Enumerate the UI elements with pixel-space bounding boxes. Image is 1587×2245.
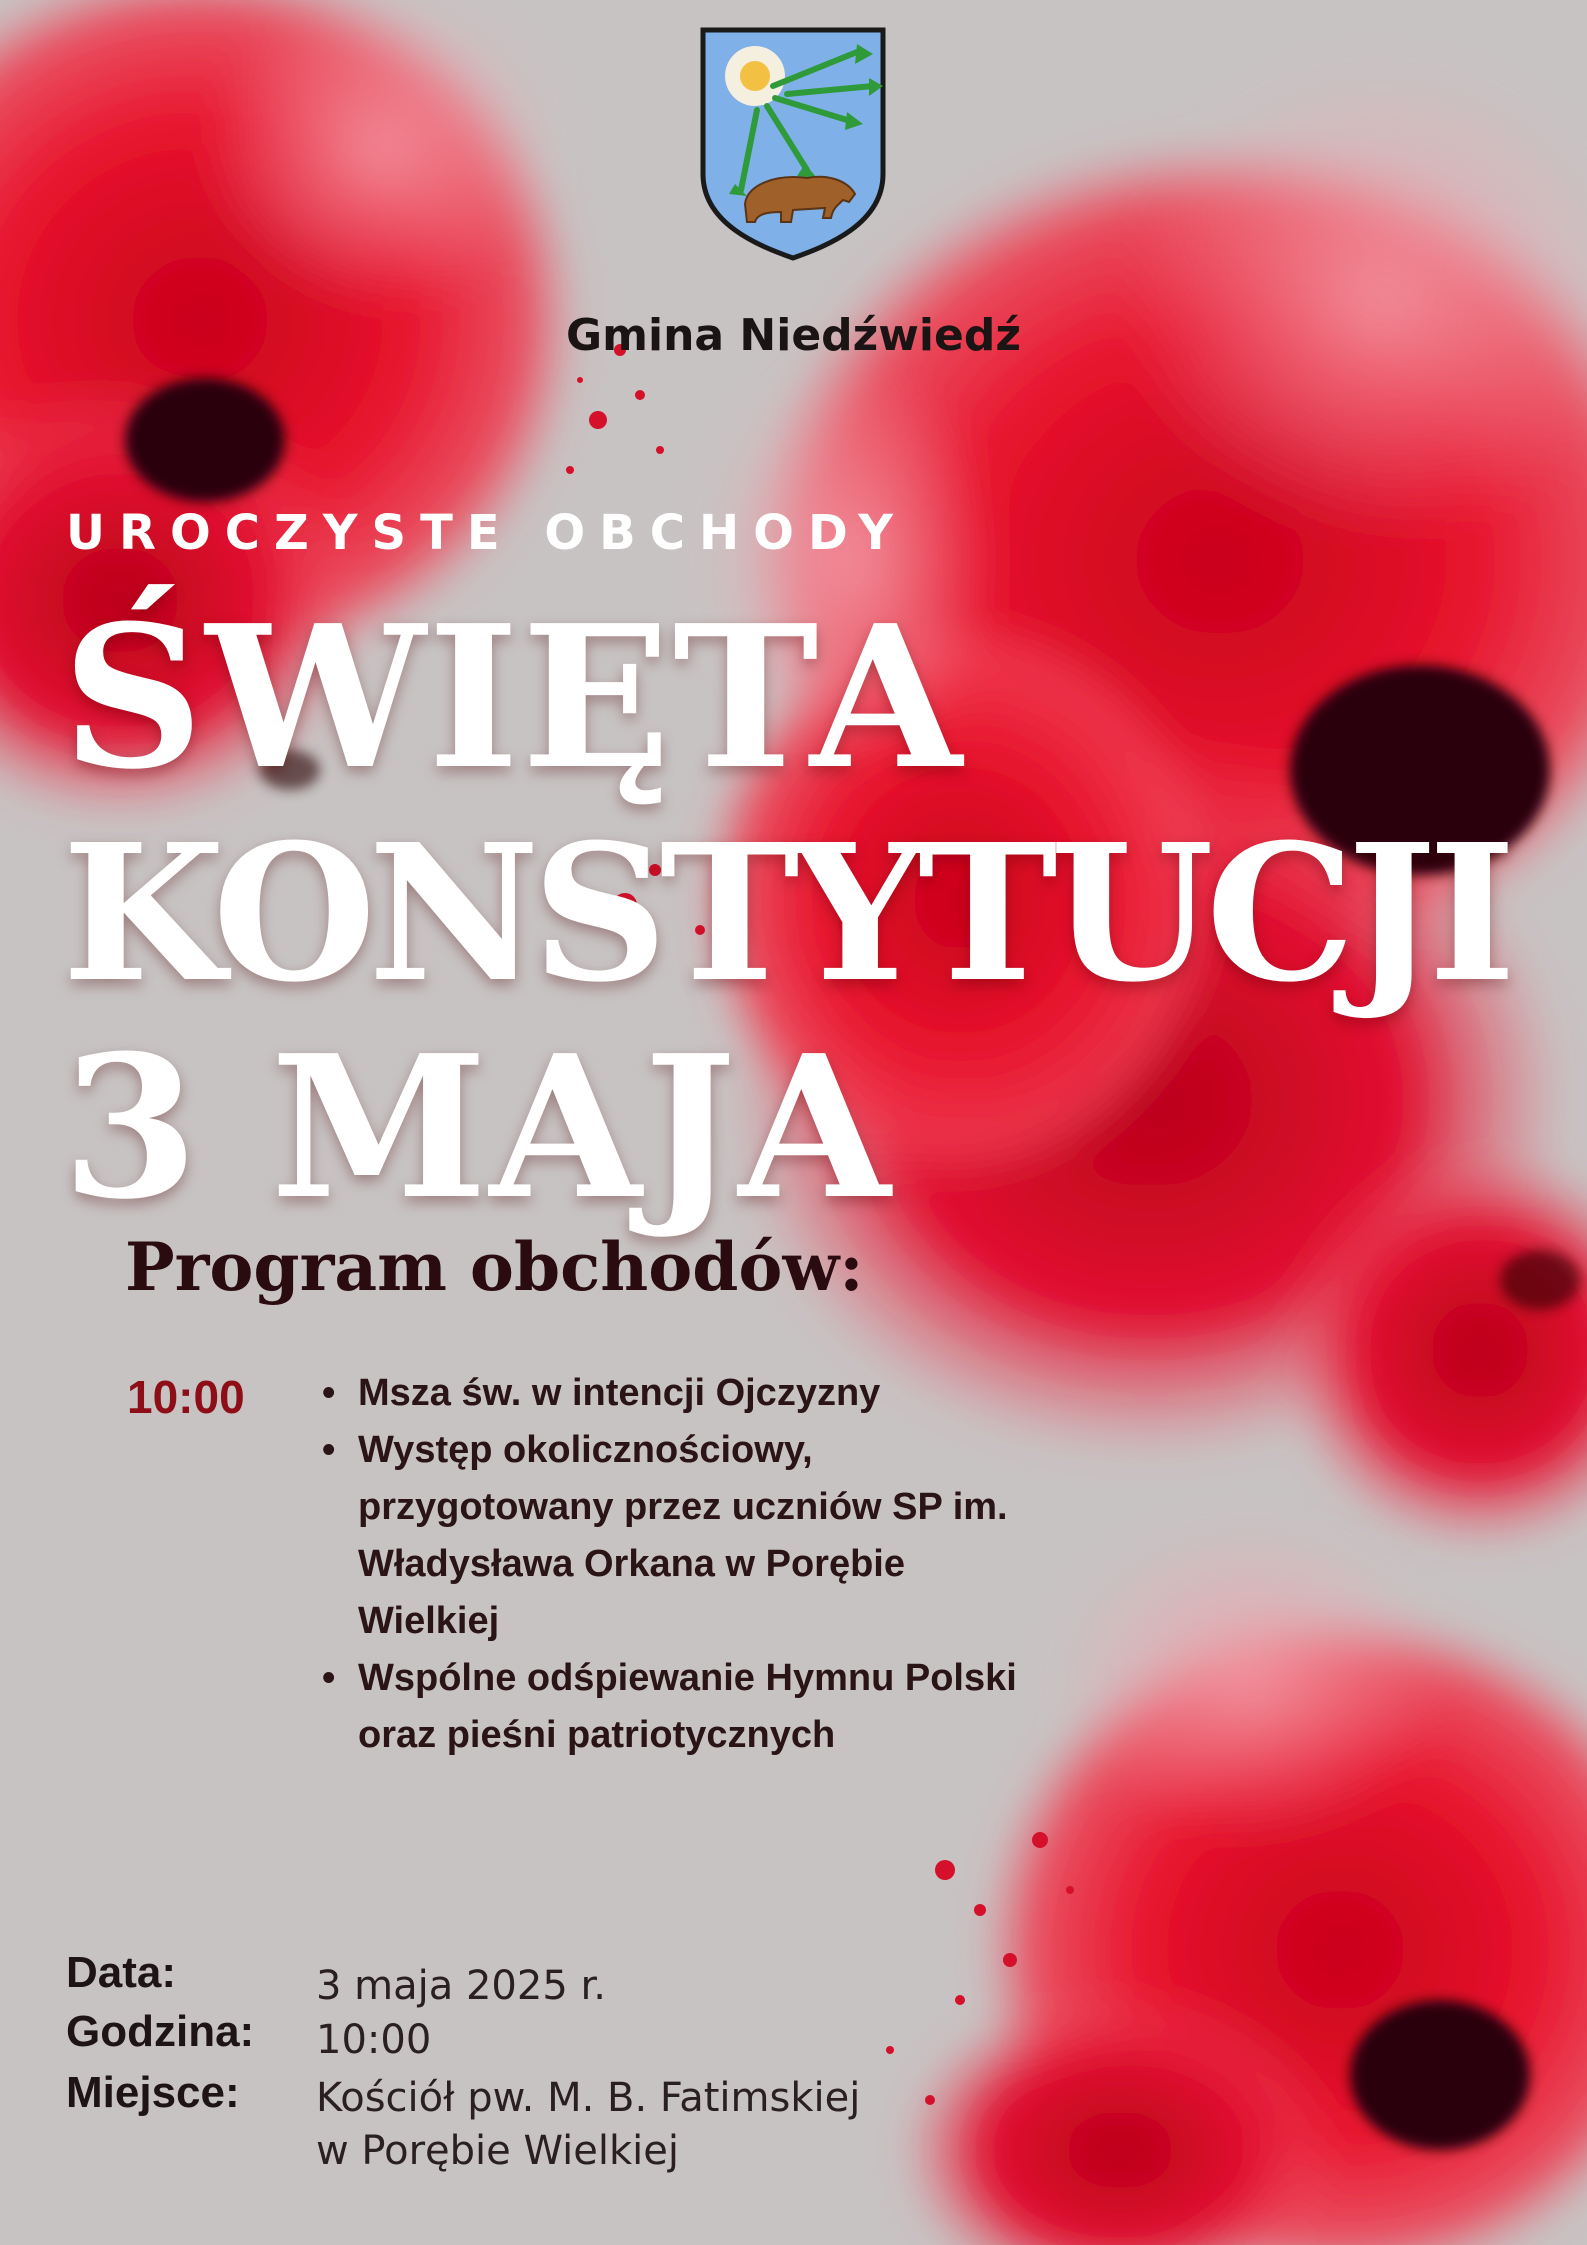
program-item: • Wspólne odśpiewanie Hymnu Polski oraz pieśni patriotycznych (322, 1650, 1042, 1764)
program-time: 10:00 (127, 1371, 245, 1423)
title-line-2: KONSTYTUCJI (62, 803, 1509, 1024)
program-heading: Program obchodów: (125, 1228, 864, 1306)
program-item: • Występ okolicznościowy, przygotowany przez uczniów SP im. Władysława Orkana w Porębie Wielkiej (322, 1422, 1042, 1650)
place-label: Miejsce: (66, 2068, 240, 2117)
poppy-center-bottom-right (1350, 2000, 1530, 2150)
title-line-1: ŚWIĘTA (62, 583, 964, 813)
organization-name: Gmina Niedźwiedź (566, 310, 1021, 361)
time-label: Godzina: (66, 2007, 255, 2056)
coat-of-arms-icon (697, 24, 889, 262)
place-value-line-1: Kościół pw. M. B. Fatimskiej (316, 2075, 861, 2121)
place-value-line-2: w Porębie Wielkiej (316, 2128, 679, 2174)
event-subtitle: UROCZYSTE OBCHODY (66, 505, 908, 561)
date-label: Data: (66, 1948, 177, 1997)
date-value: 3 maja 2025 r. (316, 1963, 606, 2009)
program-item: • Msza św. w intencji Ojczyzny (322, 1365, 1042, 1422)
title-line-3: 3 MAJA (62, 1013, 893, 1243)
program-list (322, 1365, 1042, 1764)
time-value: 10:00 (316, 2017, 432, 2063)
